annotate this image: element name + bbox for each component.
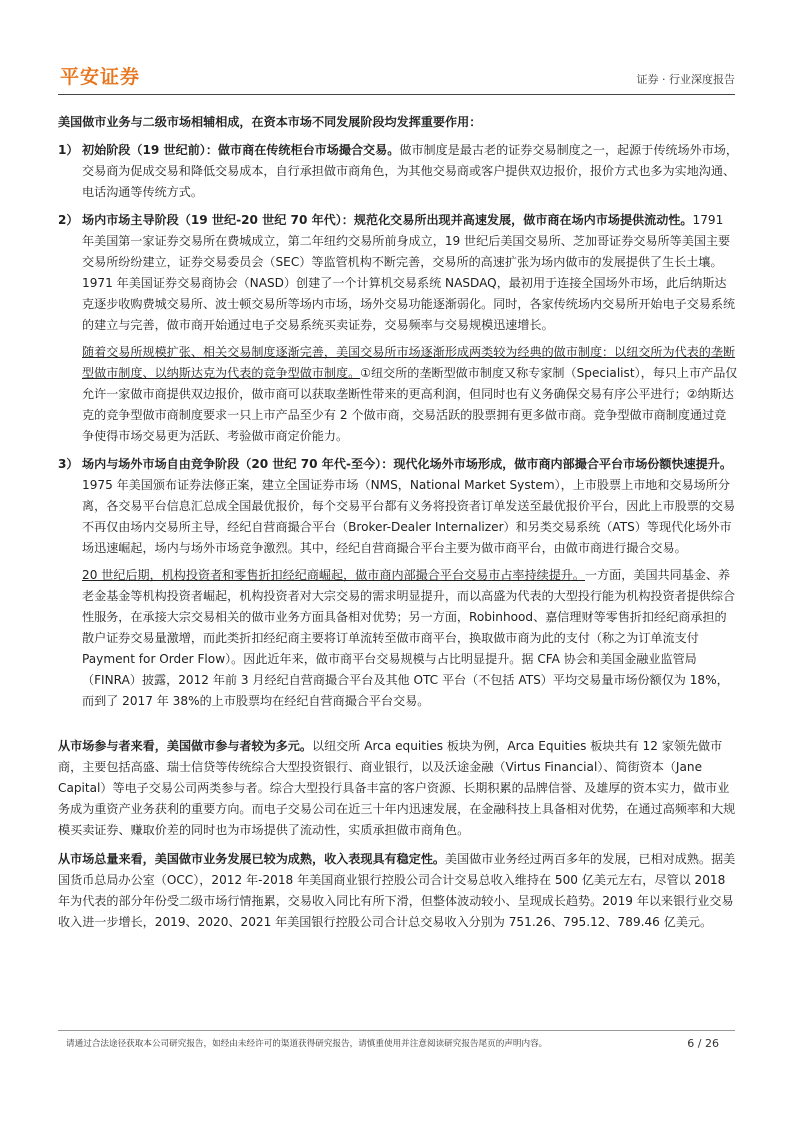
header-divider — [58, 94, 735, 95]
stage-item-2 — [58, 210, 738, 447]
item-number: 2） — [58, 213, 79, 227]
section-intro: 美国做市业务与二级市场相辅相成，在资本市场不同发展阶段均发挥重要作用： — [58, 115, 482, 129]
item-title: 场内与场外市场自由竞争阶段（20 世纪 70 年代-至今）：现代化场外市场形成，做市商内部撮合平台市场份额快速提升。 — [82, 457, 732, 471]
item-underlined-lead: 随着交易所规模扩张、相关交易制度逐渐完善，美国交易所市场逐渐形成两类较为经典的做市制度：以纽交所为代表的垄断型做市制度、以纳斯达克为代表的竞争型做市制度。 — [82, 345, 736, 380]
paragraph-text: 以纽交所 Arca equities 板块为例，Arca Equities 板块共有 12 家领先做市商，主要包括高盛、瑞士信贷等传统综合大型投资银行、商业银行，以及沃途金融（Virtus Financial）、简街资本（Jane Capital）等电子交易公司两类参与者。综合大型投行具备丰富的客户资源、长期积累的品牌信誉、及雄厚的资本实力，做市业务成为重资产业务获利的重要方向。而电子交易公司在近三十年内迅速发展，在金融科技上具备相对优势，在通过高频率和大规模买卖证券、赚取价差的同时也为市场提供了流动性，实质承担做市商角色。 — [58, 739, 736, 837]
paragraph-text: 美国做市业务经过两百多年的发展，已相对成熟。据美国货币总局办公室（OCC），2012 年-2018 年美国商业银行控股公司合计交易总收入维持在 500 亿美元左右，尽管以 2018 年为代表的部分年份受二级市场行情拖累，交易收入同比有所下滑，但整体波动较小、呈现成长趋势。2019 年以来银行业交易收入进一步增长，2019、2020、2021 年美国银行控股公司合计总交易收入分别为 751.26、795.12、789.46 亿美元。 — [58, 852, 736, 929]
item-number: 1） — [58, 143, 79, 157]
item-title: 初始阶段（19 世纪前）：做市商在传统柜台市场撮合交易。 — [82, 143, 400, 157]
item-title: 场内市场主导阶段（19 世纪-20 世纪 70 年代）：规范化交易所出现并高速发展，做市商在场内市场提供流动性。 — [82, 213, 693, 227]
participants-paragraph — [58, 736, 738, 841]
footer-disclaimer: 请通过合法途径获取本公司研究报告，如经由未经许可的渠道获得研究报告，请慎重使用并注意阅读研究报告尾页的声明内容。 — [66, 1039, 548, 1049]
stage-item-3 — [58, 454, 738, 712]
item-underlined-lead: 20 世纪后期，机构投资者和零售折扣经纪商崛起，做市商内部撮合平台交易市占率持续提升。 — [82, 568, 585, 582]
item-sub-text: ①纽交所的垄断型做市制度又称专家制（Specialist），每只上市产品仅允许一家做市商提供双边报价，做市商可以获取垄断性带来的更高利润，但同时也有义务确保交易有序公平进行；②纳斯达克的竞争型做市商制度要求一只上市产品至少有 2 个做市商，交易活跃的股票拥有更多做市商。竞争型做市商制度通过竞争使得市场交易更为活跃、考验做市商定价能力。 — [82, 366, 738, 443]
stage-item-1 — [58, 140, 738, 203]
brand-logo: 平安证券 — [60, 66, 141, 88]
market-scale-paragraph — [58, 849, 738, 933]
footer-divider — [58, 1030, 735, 1031]
page-header — [0, 0, 793, 100]
item-sub-text: 一方面，美国共同基金、养老金基金等机构投资者崛起，机构投资者对大宗交易的需求明显提升，而以高盛为代表的大型投行能为机构投资者提供综合性服务，在承接大宗交易相关的做市业务方面具备相对优势；另一方面，Robinhood、嘉信理财等零售折扣经纪商承担的散户证券交易量激增，而此类折扣经纪商主要将订单流转至做市商平台，换取做市商为此的支付（称之为订单流支付 Payment for Order Flow）。因此近年来，做市商平台交易规模与占比明显提升。据 CFA 协会和美国金融业监管局（FINRA）披露，2012 年前 3 月经纪自营商撮合平台及其他 OTC 平台（不包括 ATS）平均交易量市场份额仅为 18%，而到了 2017 年 38%的上市股票均在经纪自营商撮合平台交易。 — [82, 568, 736, 708]
item-text: 1975 年美国颁布证券法修正案，建立全国证券市场（NMS，National Market System），上市股票上市地和交易场所分离，各交易平台信息汇总成全国最优报价，每个交易平台都有义务将投资者订单发送至最优报价平台，因此上市股票的交易不再仅由场内交易所主导，经纪自营商撮合平台（Broker-Dealer Internalizer）和另类交易系统（ATS）等现代化场外市场迅速崛起，场内与场外市场竞争激烈。其中，经纪自营商撮合平台主要为做市商平台，由做市商进行撮合交易。 — [82, 478, 736, 555]
item-text: 做市制度是最古老的证券交易制度之一，起源于传统场外市场，交易商为促成交易和降低交易成本，自行承担做市商角色，为其他交易商或客户提供双边报价，报价方式也多为实地沟通、电话沟通等传统方式。 — [82, 143, 738, 199]
paragraph-title: 从市场参与者来看，美国做市参与者较为多元。 — [58, 739, 312, 753]
report-category: 证券 · 行业深度报告 — [636, 73, 735, 86]
paragraph-title: 从市场总量来看，美国做市业务发展已较为成熟，收入表现具有稳定性。 — [58, 852, 446, 866]
report-body — [58, 112, 738, 933]
item-number: 3） — [58, 457, 79, 471]
item-text: 1791 年美国第一家证券交易所在费城成立，第二年纽约交易所前身成立，19 世纪后美国交易所、芝加哥证券交易所等美国主要交易所纷纷建立，证券交易委员会（SEC）等监管机构不断完善，交易所的高速扩张为场内做市的发展提供了生长土壤。1971 年美国证券交易商协会（NASD）创建了一个计算机交易系统 NASDAQ，最初用于连接全国场外市场，此后纳斯达克逐步收购费城交易所、波士顿交易所等场内市场，场外交易功能逐渐弱化。同时，各家传统场内交易所开始电子交易系统的建立与完善，做市商开始通过电子交易系统买卖证券，交易频率与交易规模迅速增长。 — [82, 213, 736, 332]
page-number: 6 / 26 — [687, 1037, 719, 1050]
